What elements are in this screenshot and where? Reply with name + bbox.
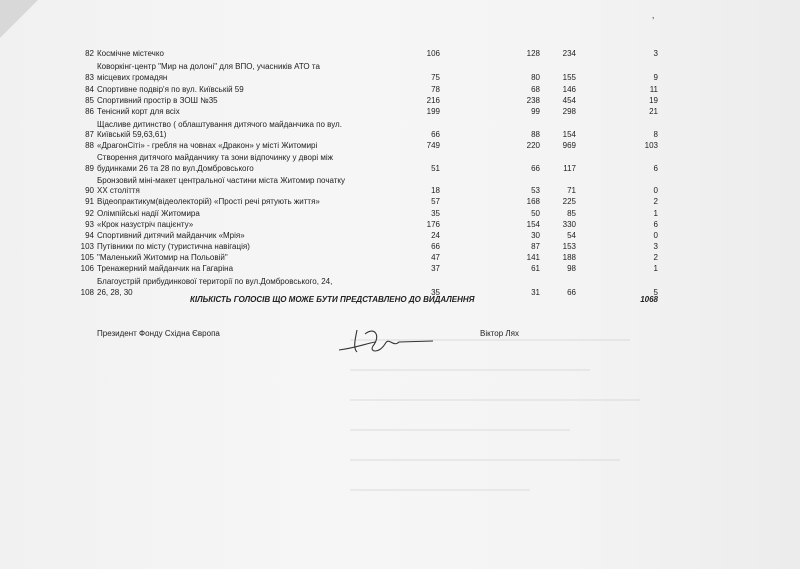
project-name: Космічне містечко [97, 49, 164, 58]
votes-total: 155 [562, 73, 576, 82]
votes-col-1: 749 [426, 141, 440, 150]
row-number: 93 [85, 220, 94, 229]
votes-col-4: 103 [644, 141, 658, 150]
row-number: 90 [85, 186, 94, 195]
votes-col-2: 238 [526, 96, 540, 105]
votes-total: 85 [567, 209, 576, 218]
project-name: Спортивний простір в ЗОШ №35 [97, 96, 218, 105]
votes-col-2: 31 [531, 288, 540, 297]
table-row [0, 72, 800, 83]
votes-total: 71 [567, 186, 576, 195]
project-name: Спортивне подвір'я по вул. Київській 59 [97, 85, 244, 94]
votes-col-2: 88 [531, 130, 540, 139]
signer-name: Віктор Лях [480, 329, 519, 338]
total-row [0, 294, 800, 306]
votes-col-2: 220 [526, 141, 540, 150]
votes-col-1: 199 [426, 107, 440, 116]
votes-col-4: 3 [653, 49, 658, 58]
votes-total: 153 [562, 242, 576, 251]
votes-total: 454 [562, 96, 576, 105]
votes-total: 969 [562, 141, 576, 150]
votes-col-4: 6 [653, 164, 658, 173]
votes-col-4: 9 [653, 73, 658, 82]
votes-col-1: 176 [426, 220, 440, 229]
votes-col-1: 24 [431, 231, 440, 240]
total-label: КІЛЬКІСТЬ ГОЛОСІВ ЩО МОЖЕ БУТИ ПРЕДСТАВЛЕНО ДО ВИДАЛЕННЯ [190, 295, 475, 304]
votes-col-4: 0 [653, 186, 658, 195]
votes-col-2: 141 [526, 253, 540, 262]
votes-total: 330 [562, 220, 576, 229]
votes-col-2: 80 [531, 73, 540, 82]
project-name: Бронзовий міні-макет центральної частини міста Житомир початку [97, 176, 346, 185]
table-row [0, 152, 800, 163]
votes-total: 225 [562, 197, 576, 206]
project-name: «ДрагонСіті» - гребля на човнах «Дракон» у місті Житомирі [97, 141, 318, 150]
table-row [0, 106, 800, 117]
votes-col-2: 128 [526, 49, 540, 58]
table-row [0, 208, 800, 219]
row-number: 88 [85, 141, 94, 150]
table-row [0, 129, 800, 140]
votes-total: 298 [562, 107, 576, 116]
total-value: 1068 [640, 295, 658, 304]
votes-col-1: 47 [431, 253, 440, 262]
votes-col-4: 2 [653, 253, 658, 262]
votes-col-4: 1 [653, 209, 658, 218]
row-number: 89 [85, 164, 94, 173]
row-number: 83 [85, 73, 94, 82]
votes-col-1: 66 [431, 130, 440, 139]
row-number: 105 [80, 253, 94, 262]
president-title: Президент Фонду Східна Європа [97, 329, 220, 338]
row-number: 87 [85, 130, 94, 139]
votes-total: 117 [563, 164, 576, 173]
votes-col-4: 2 [653, 197, 658, 206]
project-name: Щасливе дитинство ( облаштування дитячого майданчика по вул. [97, 120, 342, 129]
project-name: Коворкінг-центр "Мир на долоні" для ВПО, учасників АТО та [97, 62, 320, 71]
row-number: 94 [85, 231, 94, 240]
votes-col-4: 11 [649, 85, 658, 94]
votes-col-4: 1 [653, 264, 658, 273]
project-name: "Маленький Житомир на Польовій" [97, 253, 228, 262]
project-name: Відеопрактикум(відеолекторій) «Прості речі рятують життя» [97, 197, 320, 206]
row-number: 106 [80, 264, 94, 273]
project-name: Тренажерний майданчик на Гагаріна [97, 264, 234, 273]
project-name: ХХ століття [97, 186, 140, 195]
votes-col-1: 78 [431, 85, 440, 94]
project-name: місцевих громадян [97, 73, 168, 82]
votes-col-1: 18 [431, 186, 440, 195]
votes-col-2: 99 [531, 107, 540, 116]
votes-col-2: 154 [526, 220, 540, 229]
table-row [0, 252, 800, 263]
table-row [0, 95, 800, 106]
votes-total: 146 [562, 85, 576, 94]
votes-col-4: 8 [653, 130, 658, 139]
project-name: Тенісний корт для всіх [97, 107, 180, 116]
votes-col-1: 57 [431, 197, 440, 206]
votes-col-1: 75 [431, 73, 440, 82]
votes-col-2: 53 [531, 186, 540, 195]
project-name: Путівники по місту (туристична навігація) [97, 242, 250, 251]
project-name: будинками 26 та 28 по вул.Домбровського [97, 164, 254, 173]
row-number: 82 [85, 49, 94, 58]
page-corner-fold [0, 0, 38, 38]
table-row [0, 185, 800, 196]
votes-col-4: 19 [649, 96, 658, 105]
table-row [0, 48, 800, 59]
row-number: 92 [85, 209, 94, 218]
votes-col-1: 37 [431, 264, 440, 273]
project-name: «Крок назустріч пацієнту» [97, 220, 194, 229]
votes-total: 66 [567, 288, 576, 297]
votes-col-1: 35 [431, 288, 440, 297]
votes-col-1: 216 [426, 96, 440, 105]
row-number: 103 [80, 242, 94, 251]
votes-col-4: 3 [653, 242, 658, 251]
votes-total: 98 [567, 264, 576, 273]
table-row [0, 230, 800, 241]
page-mark: ’ [652, 16, 655, 27]
table-row [0, 163, 800, 174]
row-number: 84 [85, 85, 94, 94]
votes-col-4: 6 [653, 220, 658, 229]
table-row [0, 263, 800, 274]
handwritten-signature [335, 322, 435, 358]
votes-col-1: 35 [431, 209, 440, 218]
votes-col-2: 50 [531, 209, 540, 218]
votes-col-2: 30 [531, 231, 540, 240]
votes-col-2: 168 [526, 197, 540, 206]
votes-col-1: 106 [426, 49, 440, 58]
votes-col-2: 66 [531, 164, 540, 173]
row-number: 91 [85, 197, 94, 206]
votes-col-2: 68 [531, 85, 540, 94]
project-name: Олімпійські надії Житомира [97, 209, 200, 218]
votes-total: 234 [562, 49, 576, 58]
table-row [0, 241, 800, 252]
table-row [0, 61, 800, 72]
votes-col-4: 5 [653, 288, 658, 297]
project-name: Спортивний дитячий майданчик «Мрія» [97, 231, 245, 240]
table-row [0, 276, 800, 287]
votes-col-1: 51 [431, 164, 440, 173]
project-name: Благоустрій прибудинкової території по вул.Домбровського, 24, [97, 277, 333, 286]
project-name: 26, 28, 30 [97, 288, 133, 297]
project-name: Київській 59,63,61) [97, 130, 167, 139]
votes-total: 154 [562, 130, 576, 139]
votes-col-4: 21 [649, 107, 658, 116]
votes-total: 54 [567, 231, 576, 240]
row-number: 108 [80, 288, 94, 297]
table-row [0, 84, 800, 95]
table-row [0, 140, 800, 151]
votes-total: 188 [562, 253, 576, 262]
project-name: Створення дитячого майданчику та зони відпочинку у дворі між [97, 153, 334, 162]
table-row [0, 196, 800, 207]
table-row [0, 219, 800, 230]
row-number: 85 [85, 96, 94, 105]
votes-col-1: 66 [431, 242, 440, 251]
votes-col-2: 87 [531, 242, 540, 251]
votes-col-4: 0 [653, 231, 658, 240]
votes-col-2: 61 [531, 264, 540, 273]
row-number: 86 [85, 107, 94, 116]
